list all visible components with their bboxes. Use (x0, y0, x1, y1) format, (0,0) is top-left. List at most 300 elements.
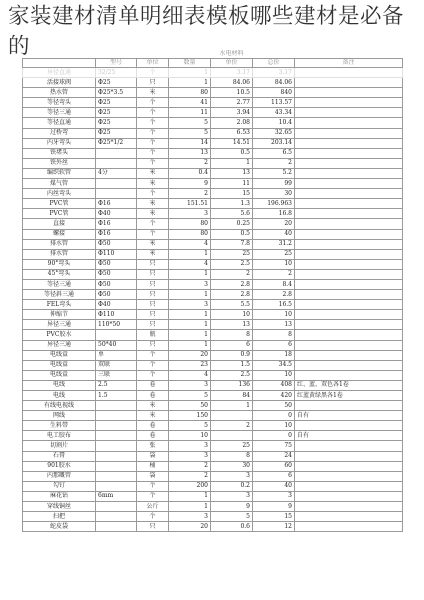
quantity-cell: 20 (169, 350, 211, 360)
item-name-cell: 异径三通 (23, 320, 96, 330)
total-price-cell: 113.57 (253, 98, 295, 108)
unit-price-cell: 84.06 (211, 78, 253, 88)
unit-cell: 米 (137, 411, 169, 421)
unit-cell: 米 (137, 239, 169, 249)
material-table (22, 50, 403, 532)
remark-cell (295, 330, 403, 340)
remark-cell (295, 138, 403, 148)
unit-price-cell: 6.53 (211, 128, 253, 138)
total-price-cell: 203.14 (253, 138, 295, 148)
total-price-cell: 31.2 (253, 239, 295, 249)
spec-cell (96, 502, 137, 512)
total-price-cell: 84.06 (253, 78, 295, 88)
unit-cell: 个 (137, 128, 169, 138)
total-price-cell: 50 (253, 401, 295, 411)
total-price-cell: 6 (253, 340, 295, 350)
remark-cell (295, 512, 403, 522)
quantity-cell: 1 (169, 290, 211, 300)
unit-price-cell: 7.8 (211, 239, 253, 249)
total-price-cell: 840 (253, 88, 295, 98)
unit-price-cell: 0.5 (211, 229, 253, 239)
remark-cell (295, 249, 403, 259)
spec-cell (96, 431, 137, 441)
total-price-cell: 8 (253, 330, 295, 340)
quantity-cell: 151.51 (169, 199, 211, 209)
spec-cell: 双联 (96, 360, 137, 370)
total-price-cell: 16.5 (253, 300, 295, 310)
caption-spacer (96, 50, 137, 59)
quantity-cell: 3 (169, 300, 211, 310)
unit-price-cell: 2.77 (211, 98, 253, 108)
table-row (23, 199, 403, 209)
quantity-cell: 5 (169, 128, 211, 138)
item-name-cell: 铁堵头 (23, 148, 96, 158)
remark-cell (295, 481, 403, 491)
item-name-cell: PVC管 (23, 209, 96, 219)
spec-cell: Φ25*3.5 (96, 88, 137, 98)
item-name-cell: 排水管 (23, 249, 96, 259)
quantity-cell: 5 (169, 118, 211, 128)
spec-cell (96, 330, 137, 340)
table-row (23, 269, 403, 279)
remark-cell (295, 279, 403, 289)
unit-cell: 个 (137, 108, 169, 118)
table-row (23, 219, 403, 229)
unit-price-cell: 6 (211, 340, 253, 350)
spec-cell: Φ50 (96, 259, 137, 269)
remark-cell: 红蓝黄绿黑各1卷 (295, 391, 403, 401)
total-price-cell: 25 (253, 249, 295, 259)
remark-cell (295, 128, 403, 138)
quantity-cell: 3 (169, 380, 211, 390)
quantity-cell: 2 (169, 471, 211, 481)
table-row (23, 179, 403, 189)
quantity-cell: 1 (169, 320, 211, 330)
item-name-cell: 异径三通 (23, 340, 96, 350)
unit-price-cell: 3 (211, 491, 253, 501)
unit-price-cell (211, 411, 253, 421)
spec-cell: Φ25 (96, 128, 137, 138)
total-price-cell: 0 (253, 411, 295, 421)
unit-price-cell: 5 (211, 512, 253, 522)
item-name-cell: FEL弯头 (23, 300, 96, 310)
remark-cell (295, 209, 403, 219)
quantity-cell: 1 (169, 249, 211, 259)
unit-cell: 袋 (137, 451, 169, 461)
unit-price-cell: 1.5 (211, 360, 253, 370)
unit-price-cell: 14.51 (211, 138, 253, 148)
total-price-cell: 40 (253, 229, 295, 239)
unit-cell: 袋 (137, 471, 169, 481)
total-price-cell: 30 (253, 189, 295, 199)
quantity-cell: 10 (169, 431, 211, 441)
spec-cell: Φ16 (96, 219, 137, 229)
caption-spacer (295, 50, 403, 59)
spec-cell: 4分 (96, 168, 137, 178)
table-row (23, 330, 403, 340)
table-row (23, 522, 403, 532)
remark-cell (295, 68, 403, 78)
unit-cell: 只 (137, 269, 169, 279)
remark-cell (295, 461, 403, 471)
item-name-cell: 90°弯头 (23, 259, 96, 269)
quantity-cell: 80 (169, 229, 211, 239)
unit-price-cell: 0.25 (211, 219, 253, 229)
item-name-cell: 扫把 (23, 512, 96, 522)
unit-cell: 米 (137, 88, 169, 98)
table-row (23, 360, 403, 370)
unit-cell: 卷 (137, 421, 169, 431)
spec-cell: 32/25 (96, 68, 137, 78)
spec-cell (96, 189, 137, 199)
spec-cell: 单 (96, 350, 137, 360)
quantity-cell: 41 (169, 98, 211, 108)
table-row (23, 320, 403, 330)
caption-spacer (23, 50, 96, 59)
table-row (23, 68, 403, 78)
quantity-cell: 150 (169, 411, 211, 421)
remark-cell (295, 300, 403, 310)
spec-cell (96, 148, 137, 158)
item-name-cell: 内那嘅管 (23, 471, 96, 481)
spec-cell (96, 522, 137, 532)
unit-cell: 个 (137, 350, 169, 360)
remark-cell (295, 168, 403, 178)
unit-cell: 卷 (137, 380, 169, 390)
remark-cell (295, 370, 403, 380)
remark-cell (295, 340, 403, 350)
remark-cell (295, 108, 403, 118)
total-price-cell: 20 (253, 219, 295, 229)
unit-price-cell: 5.5 (211, 300, 253, 310)
spec-cell: Φ25 (96, 118, 137, 128)
unit-cell: 个 (137, 491, 169, 501)
unit-price-cell: 0.2 (211, 481, 253, 491)
total-price-cell: 408 (253, 380, 295, 390)
header-cell: 型号 (96, 59, 137, 68)
item-name-cell: 生料带 (23, 421, 96, 431)
unit-price-cell: 2 (211, 269, 253, 279)
spec-cell: Φ16 (96, 199, 137, 209)
caption-spacer (137, 50, 169, 59)
quantity-cell: 9 (169, 179, 211, 189)
unit-cell: 只 (137, 279, 169, 289)
spec-cell: Φ50 (96, 279, 137, 289)
spec-cell (96, 461, 137, 471)
remark-cell (295, 451, 403, 461)
quantity-cell: 80 (169, 219, 211, 229)
item-name-cell: 等径三通 (23, 108, 96, 118)
total-price-cell: 2.8 (253, 290, 295, 300)
remark-cell (295, 269, 403, 279)
remark-cell (295, 441, 403, 451)
table-row (23, 471, 403, 481)
table-body (23, 50, 403, 532)
unit-price-cell: 10 (211, 310, 253, 320)
quantity-cell: 4 (169, 239, 211, 249)
spec-cell: 110*50 (96, 320, 137, 330)
remark-cell (295, 401, 403, 411)
unit-cell: 米 (137, 209, 169, 219)
remark-cell (295, 229, 403, 239)
total-price-cell: 15 (253, 512, 295, 522)
table-row (23, 380, 403, 390)
item-name-cell: 等径弯头 (23, 98, 96, 108)
item-name-cell: 电线 (23, 391, 96, 401)
spec-cell: Φ25 (96, 108, 137, 118)
table-row (23, 148, 403, 158)
quantity-cell: 14 (169, 138, 211, 148)
item-name-cell: PVC管 (23, 199, 96, 209)
quantity-cell: 1 (169, 330, 211, 340)
unit-price-cell: 10.5 (211, 88, 253, 98)
unit-price-cell: 3 (211, 471, 253, 481)
table-row (23, 209, 403, 219)
remark-cell (295, 118, 403, 128)
table-row (23, 158, 403, 168)
table-row (23, 118, 403, 128)
unit-cell: 米 (137, 168, 169, 178)
spec-cell: Φ16 (96, 229, 137, 239)
unit-cell: 只 (137, 300, 169, 310)
unit-price-cell: 2.5 (211, 370, 253, 380)
unit-price-cell: 0.9 (211, 350, 253, 360)
remark-cell (295, 189, 403, 199)
quantity-cell: 3 (169, 441, 211, 451)
unit-cell: 只 (137, 320, 169, 330)
remark-cell (295, 360, 403, 370)
spec-cell (96, 411, 137, 421)
spec-cell: 1.5 (96, 391, 137, 401)
quantity-cell: 1 (169, 502, 211, 512)
quantity-cell: 1 (169, 340, 211, 350)
quantity-cell: 1 (169, 491, 211, 501)
remark-cell: 自有 (295, 411, 403, 421)
quantity-cell: 23 (169, 360, 211, 370)
table-row (23, 451, 403, 461)
quantity-cell: 3 (169, 279, 211, 289)
item-name-cell: 煤气管 (23, 179, 96, 189)
remark-cell (295, 148, 403, 158)
unit-cell: 只 (137, 310, 169, 320)
spec-cell: Φ25 (96, 98, 137, 108)
item-name-cell: 伸缩节 (23, 310, 96, 320)
spec-cell: Φ50 (96, 239, 137, 249)
unit-price-cell: 84 (211, 391, 253, 401)
table-row (23, 340, 403, 350)
unit-cell: 米 (137, 249, 169, 259)
item-name-cell: 活接球阀 (23, 78, 96, 88)
remark-cell (295, 259, 403, 269)
unit-price-cell: 2.8 (211, 279, 253, 289)
spec-cell: 6mm (96, 491, 137, 501)
spec-cell (96, 158, 137, 168)
table-row (23, 411, 403, 421)
total-price-cell: 5.2 (253, 168, 295, 178)
table-row (23, 401, 403, 411)
remark-cell (295, 350, 403, 360)
header-cell: 单价 (211, 59, 253, 68)
unit-price-cell: 0.6 (211, 522, 253, 532)
spec-cell: 50*40 (96, 340, 137, 350)
item-name-cell: PVC胶水 (23, 330, 96, 340)
total-price-cell: 420 (253, 391, 295, 401)
item-name-cell: 电线盒 (23, 370, 96, 380)
table-row (23, 78, 403, 88)
unit-cell: 只 (137, 259, 169, 269)
table-row (23, 391, 403, 401)
table-row (23, 229, 403, 239)
table-row (23, 481, 403, 491)
unit-cell: 桶 (137, 461, 169, 471)
quantity-cell: 0.4 (169, 168, 211, 178)
unit-cell: 米 (137, 401, 169, 411)
table-row (23, 461, 403, 471)
header-cell: 备注 (295, 59, 403, 68)
item-name-cell: 网线 (23, 411, 96, 421)
unit-price-cell: 1.3 (211, 199, 253, 209)
quantity-cell: 1 (169, 78, 211, 88)
total-price-cell: 6 (253, 471, 295, 481)
unit-cell: 只 (137, 290, 169, 300)
remark-cell: 红、蓝、双色各1卷 (295, 380, 403, 390)
spec-cell (96, 481, 137, 491)
remark-cell (295, 421, 403, 431)
remark-cell (295, 522, 403, 532)
item-name-cell: 内牙弯头 (23, 138, 96, 148)
total-price-cell: 10 (253, 310, 295, 320)
total-price-cell: 75 (253, 441, 295, 451)
unit-price-cell: 5.6 (211, 209, 253, 219)
unit-price-cell: 25 (211, 441, 253, 451)
spec-cell (96, 512, 137, 522)
table-row (23, 310, 403, 320)
quantity-cell: 200 (169, 481, 211, 491)
table-row (23, 249, 403, 259)
remark-cell (295, 179, 403, 189)
table-row (23, 189, 403, 199)
unit-price-cell (211, 431, 253, 441)
unit-cell: 卷 (137, 391, 169, 401)
remark-cell (295, 239, 403, 249)
remark-cell (295, 219, 403, 229)
unit-price-cell: 3.94 (211, 108, 253, 118)
unit-price-cell: 8 (211, 330, 253, 340)
quantity-cell: 1 (169, 310, 211, 320)
table-row (23, 88, 403, 98)
item-name-cell: 电线盒 (23, 350, 96, 360)
item-name-cell: 45°弯头 (23, 269, 96, 279)
table-row (23, 350, 403, 360)
unit-price-cell: 2.5 (211, 259, 253, 269)
spec-cell (96, 441, 137, 451)
unit-price-cell: 30 (211, 461, 253, 471)
quantity-cell: 20 (169, 522, 211, 532)
item-name-cell: 异径直通 (23, 68, 96, 78)
table-row (23, 259, 403, 269)
caption-row (23, 50, 403, 59)
table-row (23, 370, 403, 380)
spec-cell: Φ50 (96, 290, 137, 300)
total-price-cell: 43.34 (253, 108, 295, 118)
header-cell (23, 59, 96, 68)
quantity-cell: 5 (169, 391, 211, 401)
unit-price-cell: 11 (211, 179, 253, 189)
table-row (23, 279, 403, 289)
material-list-sheet (22, 50, 402, 532)
unit-price-cell: 9 (211, 502, 253, 512)
remark-cell (295, 491, 403, 501)
quantity-cell: 1 (169, 68, 211, 78)
unit-price-cell: 3.17 (211, 68, 253, 78)
table-row (23, 512, 403, 522)
quantity-cell: 2 (169, 461, 211, 471)
item-name-cell: 等径三通 (23, 279, 96, 289)
table-row (23, 491, 403, 501)
page-title: 家装建材清单明细表模板哪些建材是必备的 (8, 4, 405, 59)
header-row (23, 59, 403, 68)
item-name-cell: 石膏 (23, 451, 96, 461)
unit-cell: 米 (137, 179, 169, 189)
item-name-cell: 蛇皮袋 (23, 522, 96, 532)
remark-cell (295, 88, 403, 98)
unit-price-cell: 15 (211, 189, 253, 199)
remark-cell (295, 310, 403, 320)
quantity-cell: 3 (169, 451, 211, 461)
item-name-cell: 螺接 (23, 229, 96, 239)
item-name-cell: 901胶水 (23, 461, 96, 471)
total-price-cell: 3 (253, 491, 295, 501)
total-price-cell: 40 (253, 481, 295, 491)
quantity-cell: 3 (169, 209, 211, 219)
unit-cell: 个 (137, 138, 169, 148)
table-row (23, 239, 403, 249)
total-price-cell: 12 (253, 522, 295, 532)
table-row (23, 290, 403, 300)
unit-cell: 个 (137, 158, 169, 168)
remark-cell (295, 199, 403, 209)
item-name-cell: 等径斜三通 (23, 290, 96, 300)
table-row (23, 431, 403, 441)
spec-cell (96, 471, 137, 481)
item-name-cell: 电工胶布 (23, 431, 96, 441)
item-name-cell: 切割片 (23, 441, 96, 451)
total-price-cell: 2 (253, 158, 295, 168)
item-name-cell: 麻花钻 (23, 491, 96, 501)
unit-cell: 米 (137, 199, 169, 209)
total-price-cell: 18 (253, 350, 295, 360)
table-row (23, 441, 403, 451)
unit-cell: 只 (137, 340, 169, 350)
total-price-cell: 2 (253, 269, 295, 279)
quantity-cell: 80 (169, 88, 211, 98)
total-price-cell: 13 (253, 320, 295, 330)
quantity-cell: 3 (169, 512, 211, 522)
remark-cell (295, 158, 403, 168)
quantity-cell: 13 (169, 148, 211, 158)
quantity-cell: 11 (169, 108, 211, 118)
total-price-cell: 10 (253, 421, 295, 431)
unit-price-cell: 2.08 (211, 118, 253, 128)
quantity-cell: 2 (169, 158, 211, 168)
header-cell: 数量 (169, 59, 211, 68)
unit-cell: 只 (137, 522, 169, 532)
spec-cell (96, 179, 137, 189)
unit-price-cell: 8 (211, 451, 253, 461)
table-row (23, 128, 403, 138)
unit-price-cell: 25 (211, 249, 253, 259)
quantity-cell: 5 (169, 421, 211, 431)
